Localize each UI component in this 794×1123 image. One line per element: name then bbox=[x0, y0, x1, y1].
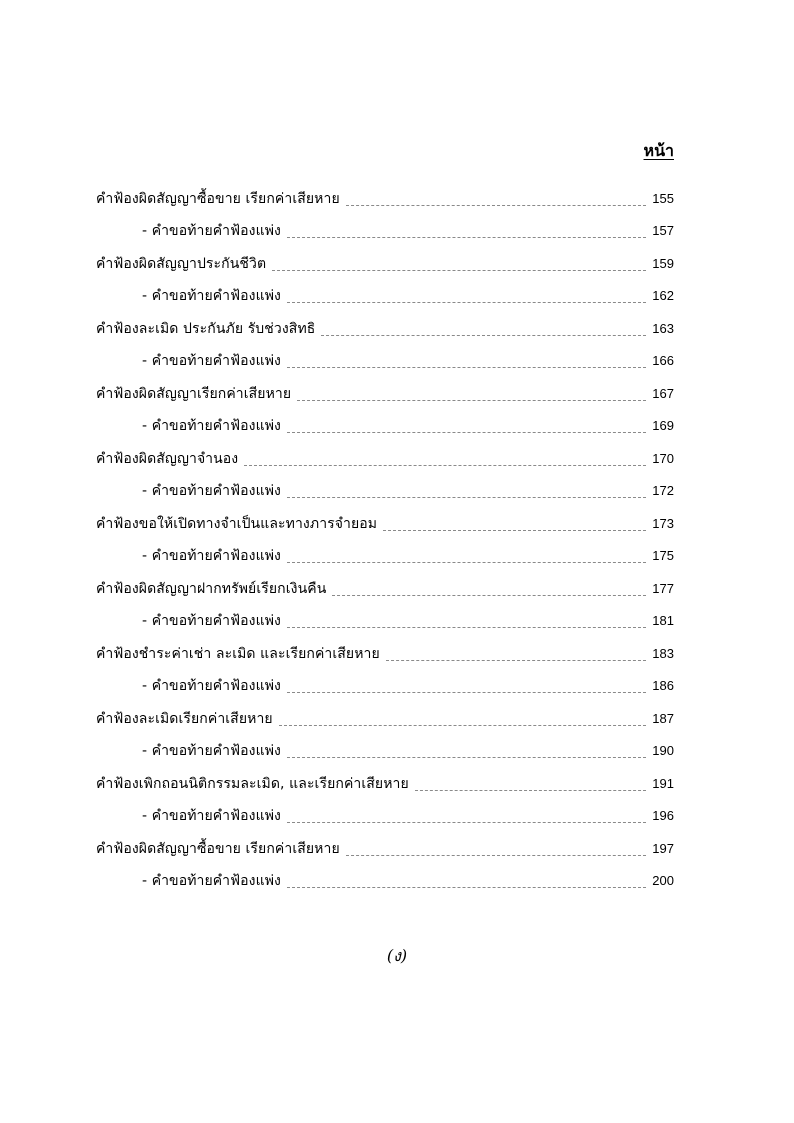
toc-subentry[interactable] bbox=[96, 407, 674, 440]
page-number-footer: (ง) bbox=[386, 946, 408, 965]
toc-entry[interactable] bbox=[96, 374, 674, 407]
toc-entry-page: 183 bbox=[652, 645, 674, 661]
dot-leader bbox=[279, 724, 646, 726]
dot-leader bbox=[287, 236, 646, 238]
toc-subentry[interactable] bbox=[96, 862, 674, 895]
toc-entry-page: 163 bbox=[652, 320, 674, 336]
toc-subentry[interactable] bbox=[96, 732, 674, 765]
toc-entry[interactable] bbox=[96, 699, 674, 732]
toc-entry-page: 162 bbox=[652, 288, 674, 303]
dot-leader bbox=[346, 854, 646, 856]
toc-entry[interactable] bbox=[96, 244, 674, 277]
toc-entry-title: - คำขอท้ายคำฟ้องแพ่ง bbox=[142, 483, 281, 499]
toc-subentry[interactable] bbox=[96, 602, 674, 635]
toc-entry-page: 197 bbox=[652, 840, 674, 856]
toc-subentry[interactable] bbox=[96, 472, 674, 505]
toc-entry-page: 187 bbox=[652, 710, 674, 726]
page-column-heading: หน้า bbox=[643, 141, 674, 160]
dot-leader bbox=[321, 334, 646, 336]
toc-subentry[interactable] bbox=[96, 667, 674, 700]
dot-leader bbox=[332, 594, 646, 596]
dot-leader bbox=[244, 464, 646, 466]
toc-entry-title: - คำขอท้ายคำฟ้องแพ่ง bbox=[142, 288, 281, 304]
dot-leader bbox=[383, 529, 646, 531]
toc-entry-title: - คำขอท้ายคำฟ้องแพ่ง bbox=[142, 743, 281, 759]
toc-entry-page: 177 bbox=[652, 580, 674, 596]
table-of-contents bbox=[96, 179, 674, 894]
toc-subentry[interactable] bbox=[96, 342, 674, 375]
toc-entry-title: - คำขอท้ายคำฟ้องแพ่ง bbox=[142, 678, 281, 694]
toc-entry[interactable] bbox=[96, 569, 674, 602]
toc-entry-page: 186 bbox=[652, 678, 674, 693]
toc-entry-title: คำฟ้องชำระค่าเช่า ละเมิด และเรียกค่าเสียหาย bbox=[96, 645, 380, 662]
toc-entry-title: คำฟ้องผิดสัญญาซื้อขาย เรียกค่าเสียหาย bbox=[96, 190, 340, 207]
toc-entry[interactable] bbox=[96, 179, 674, 212]
toc-entry-page: 172 bbox=[652, 483, 674, 498]
toc-entry-title: คำฟ้องผิดสัญญาซื้อขาย เรียกค่าเสียหาย bbox=[96, 840, 340, 857]
toc-entry[interactable] bbox=[96, 634, 674, 667]
toc-entry-title: คำฟ้องขอให้เปิดทางจำเป็นและทางภารจำยอม bbox=[96, 515, 378, 532]
toc-entry-title: คำฟ้องผิดสัญญาเรียกค่าเสียหาย bbox=[96, 385, 292, 402]
dot-leader bbox=[386, 659, 646, 661]
dot-leader bbox=[415, 789, 646, 791]
toc-entry-page: 170 bbox=[652, 450, 674, 466]
toc-entry-page: 157 bbox=[652, 223, 674, 238]
toc-entry-title: คำฟ้องผิดสัญญาจำนอง bbox=[96, 450, 239, 467]
dot-leader bbox=[287, 821, 646, 823]
toc-entry-title: - คำขอท้ายคำฟ้องแพ่ง bbox=[142, 873, 281, 889]
toc-entry-page: 200 bbox=[652, 873, 674, 888]
toc-entry[interactable] bbox=[96, 764, 674, 797]
toc-entry-page: 196 bbox=[652, 808, 674, 823]
toc-entry-title: คำฟ้องละเมิด ประกันภัย รับช่วงสิทธิ bbox=[96, 320, 316, 337]
toc-entry-title: คำฟ้องละเมิดเรียกค่าเสียหาย bbox=[96, 710, 273, 727]
toc-entry-page: 169 bbox=[652, 418, 674, 433]
dot-leader bbox=[287, 366, 646, 368]
dot-leader bbox=[287, 301, 646, 303]
toc-subentry[interactable] bbox=[96, 212, 674, 245]
toc-subentry[interactable] bbox=[96, 797, 674, 830]
dot-leader bbox=[297, 399, 646, 401]
dot-leader bbox=[287, 431, 646, 433]
dot-leader bbox=[287, 626, 646, 628]
toc-entry-page: 173 bbox=[652, 515, 674, 531]
dot-leader bbox=[287, 561, 646, 563]
toc-entry-title: - คำขอท้ายคำฟ้องแพ่ง bbox=[142, 808, 281, 824]
toc-entry-title: - คำขอท้ายคำฟ้องแพ่ง bbox=[142, 548, 281, 564]
dot-leader bbox=[346, 204, 646, 206]
toc-entry-title: - คำขอท้ายคำฟ้องแพ่ง bbox=[142, 613, 281, 629]
toc-entry-title: คำฟ้องผิดสัญญาประกันชีวิต bbox=[96, 255, 267, 272]
dot-leader bbox=[287, 496, 646, 498]
dot-leader bbox=[287, 691, 646, 693]
toc-subentry[interactable] bbox=[96, 277, 674, 310]
toc-entry-page: 190 bbox=[652, 743, 674, 758]
toc-entry-title: - คำขอท้ายคำฟ้องแพ่ง bbox=[142, 223, 281, 239]
toc-entry-title: - คำขอท้ายคำฟ้องแพ่ง bbox=[142, 353, 281, 369]
dot-leader bbox=[272, 269, 646, 271]
toc-entry-title: คำฟ้องเพิกถอนนิติกรรมละเมิด, และเรียกค่าเสียหาย bbox=[96, 775, 409, 792]
toc-entry-page: 159 bbox=[652, 255, 674, 271]
toc-entry-title: คำฟ้องผิดสัญญาฝากทรัพย์เรียกเงินคืน bbox=[96, 580, 327, 597]
dot-leader bbox=[287, 756, 646, 758]
toc-entry[interactable] bbox=[96, 829, 674, 862]
toc-entry-page: 191 bbox=[652, 775, 674, 791]
toc-entry-page: 155 bbox=[652, 190, 674, 206]
toc-entry-page: 167 bbox=[652, 385, 674, 401]
toc-entry[interactable] bbox=[96, 309, 674, 342]
toc-subentry[interactable] bbox=[96, 537, 674, 570]
dot-leader bbox=[287, 886, 646, 888]
toc-entry-page: 175 bbox=[652, 548, 674, 563]
toc-entry[interactable] bbox=[96, 439, 674, 472]
toc-entry-title: - คำขอท้ายคำฟ้องแพ่ง bbox=[142, 418, 281, 434]
toc-entry-page: 166 bbox=[652, 353, 674, 368]
toc-entry-page: 181 bbox=[652, 613, 674, 628]
toc-entry[interactable] bbox=[96, 504, 674, 537]
